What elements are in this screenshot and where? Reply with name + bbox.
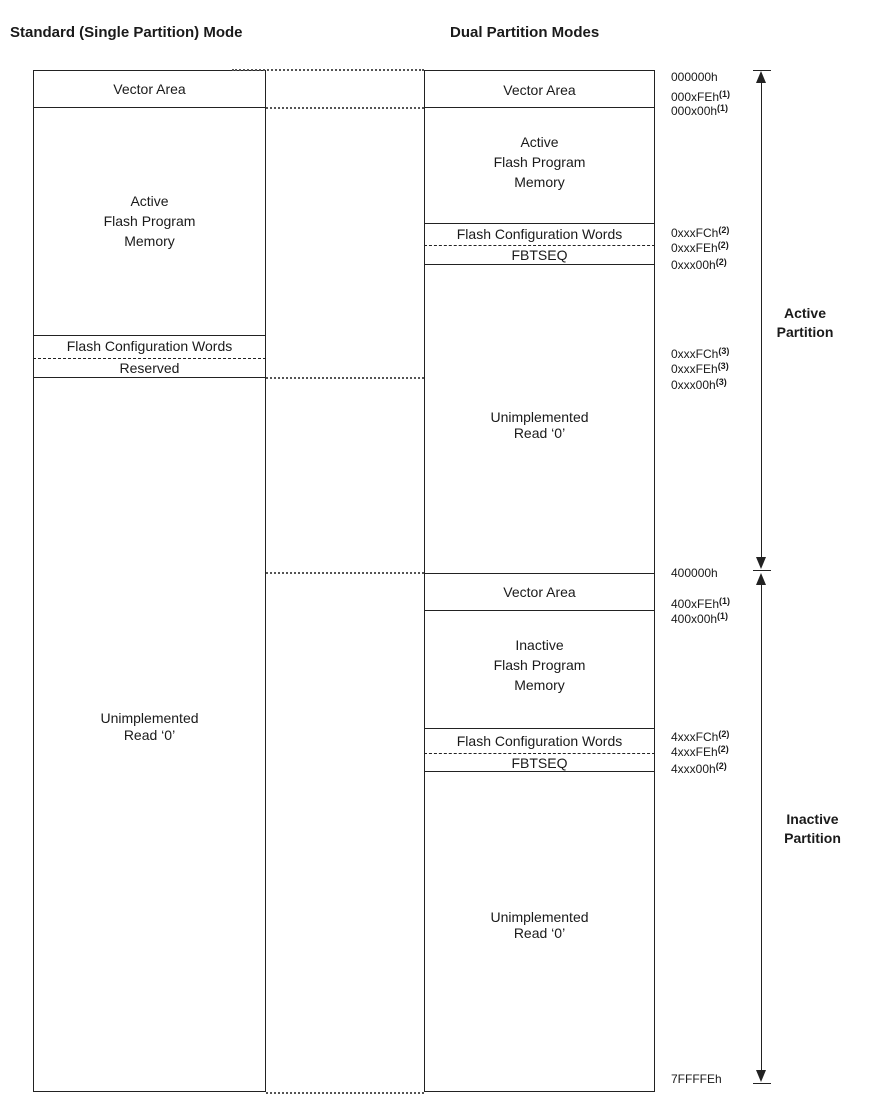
inactive-partition-label bbox=[765, 810, 860, 848]
inactive-fbtseq: FBTSEQ bbox=[511, 755, 568, 771]
inactive-flash-line-1: Inactive bbox=[515, 637, 564, 653]
address-label: $0xxx00h^{(2)}$ bbox=[671, 257, 727, 272]
inactive-flash-config-words: Flash Configuration Words bbox=[456, 733, 623, 749]
standard-vector-area: Vector Area bbox=[113, 81, 186, 97]
mapping-dotted-line bbox=[266, 1092, 424, 1094]
address-label: 000000h bbox=[671, 70, 718, 84]
dual-divider bbox=[424, 610, 655, 611]
address-label: $000x00h^{(1)}$ bbox=[671, 103, 729, 118]
mapping-dotted-line bbox=[232, 69, 424, 71]
active-partition-label bbox=[765, 304, 845, 342]
address-label: 0xxxFCh$^{(3)}$ bbox=[671, 346, 730, 361]
inactive-unimplemented-line-2: Read ‘0’ bbox=[513, 925, 566, 941]
dual-mode-title: Dual Partition Modes bbox=[450, 24, 600, 41]
standard-unimplemented-line-2: Read ‘0’ bbox=[123, 727, 176, 743]
address-label: 7FFFFEh bbox=[671, 1072, 722, 1086]
address-label: 0xxxFCh$^{(2)}$ bbox=[671, 225, 730, 240]
standard-reserved: Reserved bbox=[119, 360, 180, 376]
dual-partition-boundary bbox=[424, 573, 655, 574]
active-unimplemented bbox=[424, 409, 655, 441]
standard-active-flash-memory bbox=[33, 191, 266, 251]
standard-unimplemented bbox=[33, 710, 266, 744]
standard-active-flash-line-2: Flash Program bbox=[103, 213, 196, 229]
inactive-partition-arrow bbox=[761, 582, 762, 1072]
mapping-dotted-line bbox=[266, 377, 424, 379]
active-flash-line-2: Flash Program bbox=[493, 154, 586, 170]
active-unimplemented-line-1: Unimplemented bbox=[490, 409, 589, 425]
active-partition-arrow-down-icon bbox=[756, 557, 766, 569]
standard-active-flash-line-1: Active bbox=[130, 193, 169, 209]
active-flash-config-words: Flash Configuration Words bbox=[456, 226, 623, 242]
inactive-unimplemented-line-1: Unimplemented bbox=[490, 909, 589, 925]
active-flash-line-3: Memory bbox=[514, 174, 565, 190]
standard-flash-config-words: Flash Configuration Words bbox=[66, 338, 233, 354]
inactive-flash-line-3: Memory bbox=[514, 677, 565, 693]
standard-active-flash-line-3: Memory bbox=[124, 233, 175, 249]
active-flash-line-1: Active bbox=[520, 134, 559, 150]
address-label: 400000h bbox=[671, 566, 718, 580]
mapping-dotted-line bbox=[266, 107, 424, 109]
active-partition-label-line-2: Partition bbox=[776, 324, 834, 340]
address-label: 4xxxFEh$^{(2)}$ bbox=[671, 744, 729, 759]
inactive-unimplemented bbox=[424, 909, 655, 941]
inactive-partition-bottom-tick bbox=[753, 1083, 771, 1084]
standard-divider bbox=[33, 377, 266, 378]
address-label: 000xFEh$^{(1)}$ bbox=[671, 89, 731, 104]
dual-divider bbox=[424, 264, 655, 265]
address-label: 4xxxFCh$^{(2)}$ bbox=[671, 729, 730, 744]
address-label: $4xxx00h^{(2)}$ bbox=[671, 761, 727, 776]
active-unimplemented-line-2: Read ‘0’ bbox=[513, 425, 566, 441]
active-flash-memory bbox=[424, 132, 655, 192]
active-partition-arrow bbox=[761, 80, 762, 565]
active-partition-label-line-1: Active bbox=[783, 305, 827, 321]
inactive-flash-memory bbox=[424, 635, 655, 695]
address-label: 0xxxFEh$^{(3)}$ bbox=[671, 361, 729, 376]
inactive-partition-label-line-2: Partition bbox=[784, 830, 841, 846]
address-label: 400xFEh$^{(1)}$ bbox=[671, 596, 731, 611]
partition-boundary-tick bbox=[753, 570, 771, 571]
inactive-vector-area: Vector Area bbox=[503, 584, 576, 600]
standard-unimplemented-line-1: Unimplemented bbox=[100, 710, 199, 726]
address-label: $400x00h^{(1)}$ bbox=[671, 611, 729, 626]
address-label: $0xxx00h^{(3)}$ bbox=[671, 377, 727, 392]
dual-divider bbox=[424, 107, 655, 108]
active-vector-area: Vector Area bbox=[503, 82, 576, 98]
standard-mode-title: Standard (Single Partition) Mode bbox=[10, 24, 243, 41]
address-label: 0xxxFEh$^{(2)}$ bbox=[671, 240, 729, 255]
inactive-partition-label-line-1: Inactive bbox=[786, 811, 839, 827]
standard-divider bbox=[33, 107, 266, 108]
active-fbtseq: FBTSEQ bbox=[511, 247, 568, 263]
inactive-partition-arrow-down-icon bbox=[756, 1070, 766, 1082]
dual-divider bbox=[424, 728, 655, 729]
inactive-flash-line-2: Flash Program bbox=[493, 657, 586, 673]
